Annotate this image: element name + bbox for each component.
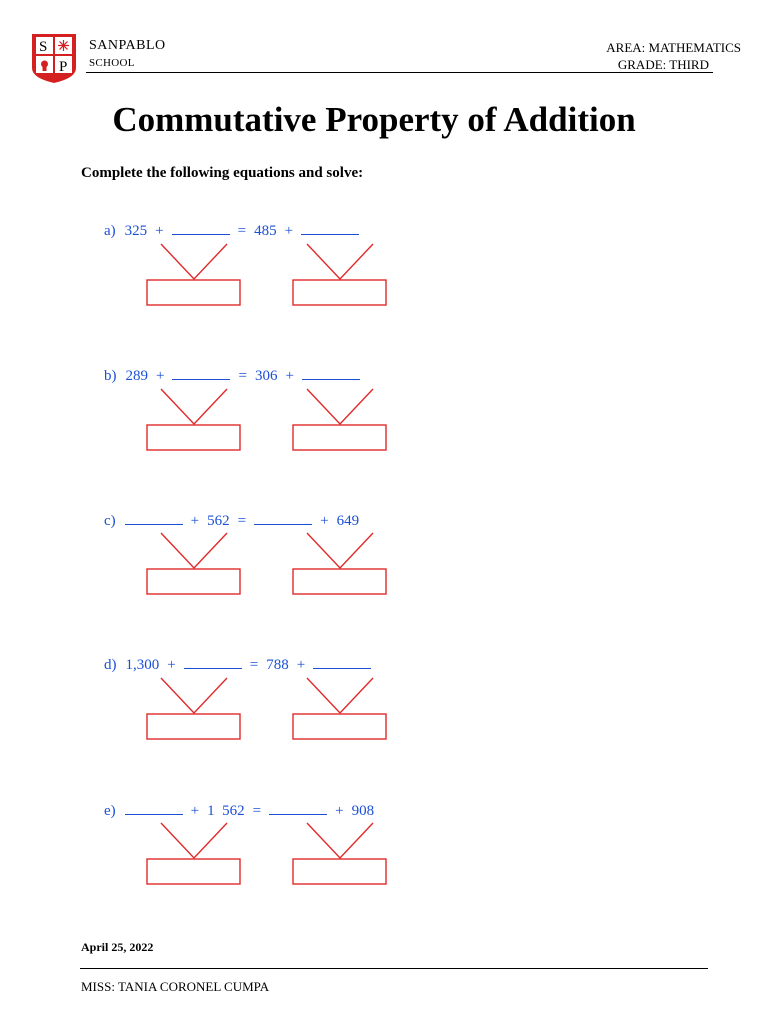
equation-label: e): [104, 803, 116, 819]
logo-letter-p: P: [59, 59, 68, 75]
equation-number: 562: [207, 513, 230, 529]
equation-label: a): [104, 223, 116, 239]
school-name: SANPABLO: [89, 38, 166, 53]
answer-diagram: [140, 821, 400, 891]
school-logo: [30, 32, 78, 84]
equation-number: 485: [254, 223, 277, 239]
equation-number: 649: [336, 513, 360, 529]
plus-sign: +: [190, 803, 200, 819]
equation-row: [104, 800, 382, 820]
logo-letter-s: S: [39, 39, 48, 55]
equals-sign: =: [237, 223, 247, 239]
equation-number: 1,300: [125, 657, 160, 673]
answer-box-left[interactable]: [147, 425, 240, 450]
bracket-left: [161, 389, 227, 424]
header-divider: [86, 72, 713, 73]
answer-box-left[interactable]: [147, 714, 240, 739]
footer-divider: [80, 968, 708, 969]
bracket-right: [307, 533, 373, 568]
plus-sign: +: [167, 657, 176, 673]
plus-sign: +: [296, 657, 306, 673]
bracket-left: [161, 533, 227, 568]
equals-sign: =: [238, 368, 247, 384]
equals-sign: =: [237, 513, 247, 529]
equation-label: d): [104, 657, 117, 673]
answer-blank[interactable]: [302, 365, 360, 380]
answer-blank[interactable]: [125, 800, 183, 815]
plus-sign: +: [155, 223, 164, 239]
answer-box-right[interactable]: [293, 569, 386, 594]
answer-blank[interactable]: [125, 510, 183, 525]
answer-box-left[interactable]: [147, 280, 240, 305]
answer-box-right[interactable]: [293, 425, 386, 450]
answer-box-right[interactable]: [293, 714, 386, 739]
equation-number: 306: [254, 368, 278, 384]
teacher-name: MISS: TANIA CORONEL CUMPA: [81, 979, 270, 994]
answer-box-left[interactable]: [147, 569, 240, 594]
bracket-right: [307, 389, 373, 424]
equation-row: [104, 220, 367, 240]
answer-blank[interactable]: [254, 510, 312, 525]
answer-blank[interactable]: [269, 800, 327, 815]
bracket-left: [161, 244, 227, 279]
answer-blank[interactable]: [313, 654, 371, 669]
plus-sign: +: [320, 513, 329, 529]
equation-number: 788: [266, 657, 289, 673]
answer-blank[interactable]: [172, 220, 230, 235]
equation-number: 289: [125, 368, 148, 384]
instructions: Complete the following equations and solve:: [81, 165, 364, 181]
bracket-left: [161, 823, 227, 858]
answer-diagram: [140, 387, 400, 457]
bracket-right: [307, 823, 373, 858]
answer-blank[interactable]: [184, 654, 242, 669]
page-title: Commutative Property of Addition: [112, 100, 636, 139]
grade-level: GRADE: THIRD: [617, 57, 709, 72]
plus-sign: +: [285, 368, 294, 384]
answer-blank[interactable]: [301, 220, 359, 235]
answer-diagram: [140, 676, 400, 746]
equals-sign: =: [249, 657, 259, 673]
answer-box-right[interactable]: [293, 280, 386, 305]
equation-label: c): [104, 513, 116, 529]
answer-box-left[interactable]: [147, 859, 240, 884]
plus-sign: +: [156, 368, 165, 384]
answer-diagram: [140, 242, 400, 312]
answer-box-right[interactable]: [293, 859, 386, 884]
plus-sign: +: [284, 223, 294, 239]
plus-sign: +: [190, 513, 200, 529]
bracket-right: [307, 678, 373, 713]
bracket-left: [161, 678, 227, 713]
equals-sign: =: [252, 803, 262, 819]
equation-row: [104, 510, 367, 530]
bracket-right: [307, 244, 373, 279]
equation-row: [104, 654, 379, 674]
plus-sign: +: [335, 803, 344, 819]
school-subtitle: SCHOOL: [89, 57, 135, 69]
worksheet-date: April 25, 2022: [81, 940, 154, 954]
equation-row: [104, 365, 368, 385]
equation-number: 908: [351, 803, 375, 819]
equation-label: b): [104, 368, 117, 384]
subject-area: AREA: MATHEMATICS: [606, 40, 741, 55]
equation-number: 1 562: [207, 803, 245, 819]
answer-blank[interactable]: [172, 365, 230, 380]
equation-number: 325: [124, 223, 148, 239]
answer-diagram: [140, 531, 400, 601]
